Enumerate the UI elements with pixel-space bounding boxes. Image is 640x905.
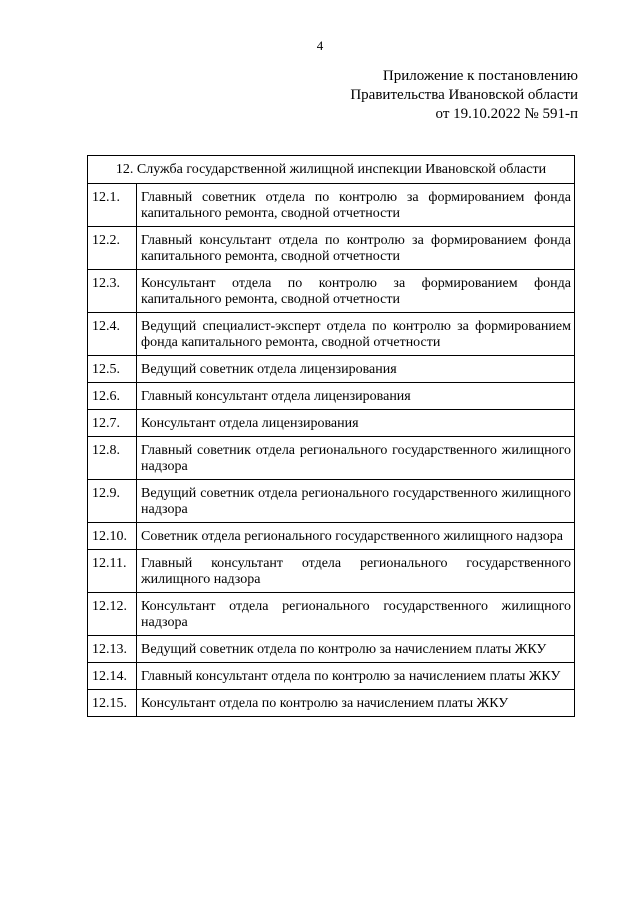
appendix-line-3: от 19.10.2022 № 591-п: [435, 106, 578, 122]
row-number: 12.6.: [88, 383, 137, 410]
row-number: 12.14.: [88, 663, 137, 690]
positions-table: [87, 155, 575, 717]
table-row: [88, 663, 575, 690]
table-row: [88, 523, 575, 550]
table-row: [88, 383, 575, 410]
row-number: 12.3.: [88, 270, 137, 313]
row-number: 12.4.: [88, 313, 137, 356]
row-number: 12.13.: [88, 636, 137, 663]
table-row: [88, 184, 575, 227]
section-header-row: [88, 156, 575, 184]
position-title: Консультант отдела лицензирования: [137, 410, 575, 437]
position-title: Ведущий советник отдела регионального государственного жилищного надзора: [137, 480, 575, 523]
row-number: 12.11.: [88, 550, 137, 593]
table-row: [88, 227, 575, 270]
table-row: [88, 356, 575, 383]
row-number: 12.1.: [88, 184, 137, 227]
position-title: Главный консультант отдела регионального государственного жилищного надзора: [137, 550, 575, 593]
table-row: [88, 410, 575, 437]
row-number: 12.8.: [88, 437, 137, 480]
page-number: 4: [316, 38, 324, 53]
position-title: Главный консультант отдела лицензирования: [137, 383, 575, 410]
appendix-line-2: Правительства Ивановской области: [350, 87, 578, 103]
row-number: 12.15.: [88, 690, 137, 717]
position-title: Ведущий советник отдела по контролю за начислением платы ЖКУ: [137, 636, 575, 663]
table-row: [88, 690, 575, 717]
position-title: Ведущий советник отдела лицензирования: [137, 356, 575, 383]
position-title: Главный советник отдела по контролю за формированием фонда капитального ремонта, сводной отчетности: [137, 184, 575, 227]
row-number: 12.9.: [88, 480, 137, 523]
row-number: 12.5.: [88, 356, 137, 383]
appendix-header: [350, 67, 578, 124]
table-row: [88, 437, 575, 480]
table-row: [88, 550, 575, 593]
position-title: Ведущий специалист-эксперт отдела по контролю за формированием фонда капитального ремонта, сводной отчетности: [137, 313, 575, 356]
table-row: [88, 270, 575, 313]
position-title: Главный консультант отдела по контролю за начислением платы ЖКУ: [137, 663, 575, 690]
position-title: Консультант отдела по контролю за формированием фонда капитального ремонта, сводной отчетности: [137, 270, 575, 313]
section-title: 12. Служба государственной жилищной инспекции Ивановской области: [88, 156, 575, 184]
row-number: 12.2.: [88, 227, 137, 270]
position-title: Главный консультант отдела по контролю за формированием фонда капитального ремонта, сводной отчетности: [137, 227, 575, 270]
table-row: [88, 593, 575, 636]
position-title: Главный советник отдела регионального государственного жилищного надзора: [137, 437, 575, 480]
position-title: Консультант отдела регионального государственного жилищного надзора: [137, 593, 575, 636]
table-row: [88, 313, 575, 356]
table-row: [88, 480, 575, 523]
table-row: [88, 636, 575, 663]
row-number: 12.7.: [88, 410, 137, 437]
position-title: Советник отдела регионального государственного жилищного надзора: [137, 523, 575, 550]
row-number: 12.12.: [88, 593, 137, 636]
appendix-line-1: Приложение к постановлению: [382, 68, 578, 84]
row-number: 12.10.: [88, 523, 137, 550]
position-title: Консультант отдела по контролю за начислением платы ЖКУ: [137, 690, 575, 717]
